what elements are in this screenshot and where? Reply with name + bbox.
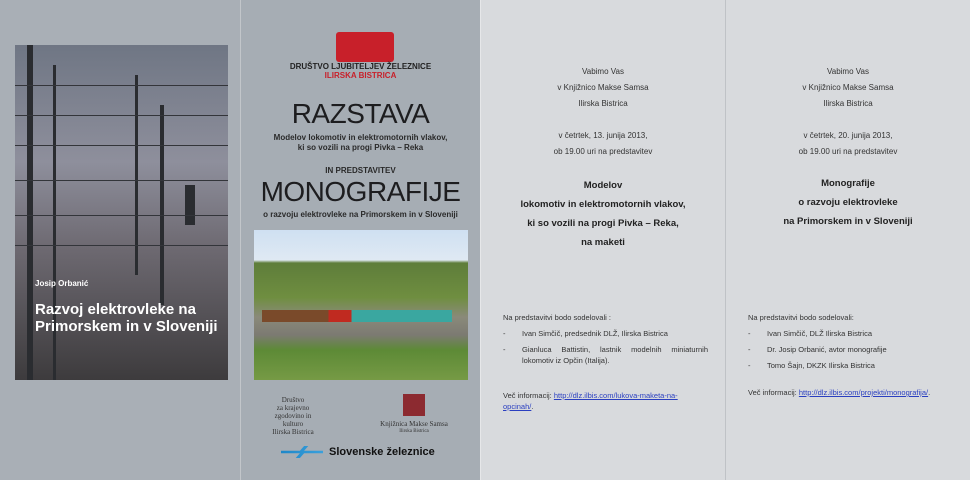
locomotive-logo-icon — [336, 32, 394, 62]
logo-line1: DRUŠTVO LJUBITELJEV ŽELEZNICE — [289, 62, 432, 71]
heading-monografije: MONOGRAFIJE — [260, 176, 461, 207]
more-info-link[interactable]: http://dlz.ilbis.com/projekti/monografija/ — [798, 388, 929, 397]
subheading: Modelov lokomotiv in elektromotornih vlakov, — [273, 133, 448, 142]
library-name: Knjižnica Makse Samsa Ilirska Bistrica — [380, 420, 448, 434]
railway-name: Slovenske železnice — [329, 446, 435, 458]
logo-line2: ILIRSKA BISTRICA — [324, 71, 397, 80]
connector: IN PREDSTAVITEV — [325, 166, 396, 175]
invite-topic: Modelov lokomotiv in elektromotornih vlakov, ki so vozili na progi Pivka – Reka, na maketi — [520, 180, 686, 248]
railway-logo — [281, 446, 435, 458]
participant: - Ivan Simčič, DLŽ Ilirska Bistrica — [748, 328, 953, 339]
participant: - Tomo Šajn, DKZK Ilirska Bistrica — [748, 360, 953, 371]
participant: - Ivan Simčič, predsednik DLŽ, Ilirska Bistrica — [503, 328, 708, 339]
society-logo-text: Društvo za krajevno zgodovino in kulturo Ilirska Bistrica — [272, 396, 314, 436]
book-cover-image — [15, 45, 228, 380]
railway-logo-icon — [281, 446, 323, 458]
subheading: ki so vozili na progi Pivka – Reka — [297, 143, 424, 152]
invite-header: Vabimo Vas v Knjižnico Makse Samsa Ilirska Bistrica v četrtek, 13. junija 2013, ob 19.00 uri na predstavitev — [553, 67, 653, 156]
railway-station-photo — [254, 230, 468, 380]
book-author: Josip Orbanić — [35, 279, 89, 288]
invite-topic: Monografije o razvoju elektrovleke na Primorskem in v Sloveniji — [783, 178, 913, 227]
exhibition-poster — [240, 0, 480, 480]
book-cover-panel — [0, 0, 240, 480]
heading-razstava: RAZSTAVA — [291, 98, 430, 129]
book-title: Razvoj elektrovleke na Primorskem in v Sloveniji — [35, 301, 218, 335]
participant: - Gianluca Battistin, lastnik modelnih miniaturnih lokomotiv iz Opčin (Italija). — [503, 344, 708, 366]
invitation-1 — [480, 0, 725, 480]
participants: Na predstavitvi bodo sodelovali : - Ivan Simčič, predsednik DLŽ, Ilirska Bistrica - Gianluca Battistin, lastnik modelnih miniaturnih lokomotiv iz Opčin (Italija). Več informacij: http://dlz.ilbis.com/lukova-maketa-na-opcinah/. — [503, 312, 708, 412]
participants: Na predstavitvi bodo sodelovali: - Ivan Simčič, DLŽ Ilirska Bistrica - Dr. Josip Orbanić, avtor monografije - Tomo Šajn, DKZK Ilirska Bistrica Več informacij: http://dlz.ilbis.com/projekti/monografija/. — [748, 312, 953, 398]
library-logo-icon — [403, 394, 425, 416]
subheading: o razvoju elektrovleke na Primorskem in v Sloveniji — [263, 210, 458, 219]
invite-header: Vabimo Vas v Knjižnico Makse Samsa Ilirska Bistrica v četrtek, 20. junija 2013, ob 19.00 uri na predstavitev — [798, 67, 898, 156]
more-info-link[interactable]: http://dlz.ilbis.com/lukova-maketa-na-opcinah/ — [503, 391, 678, 411]
invitation-2 — [725, 0, 970, 480]
participant: - Dr. Josip Orbanić, avtor monografije — [748, 344, 953, 355]
